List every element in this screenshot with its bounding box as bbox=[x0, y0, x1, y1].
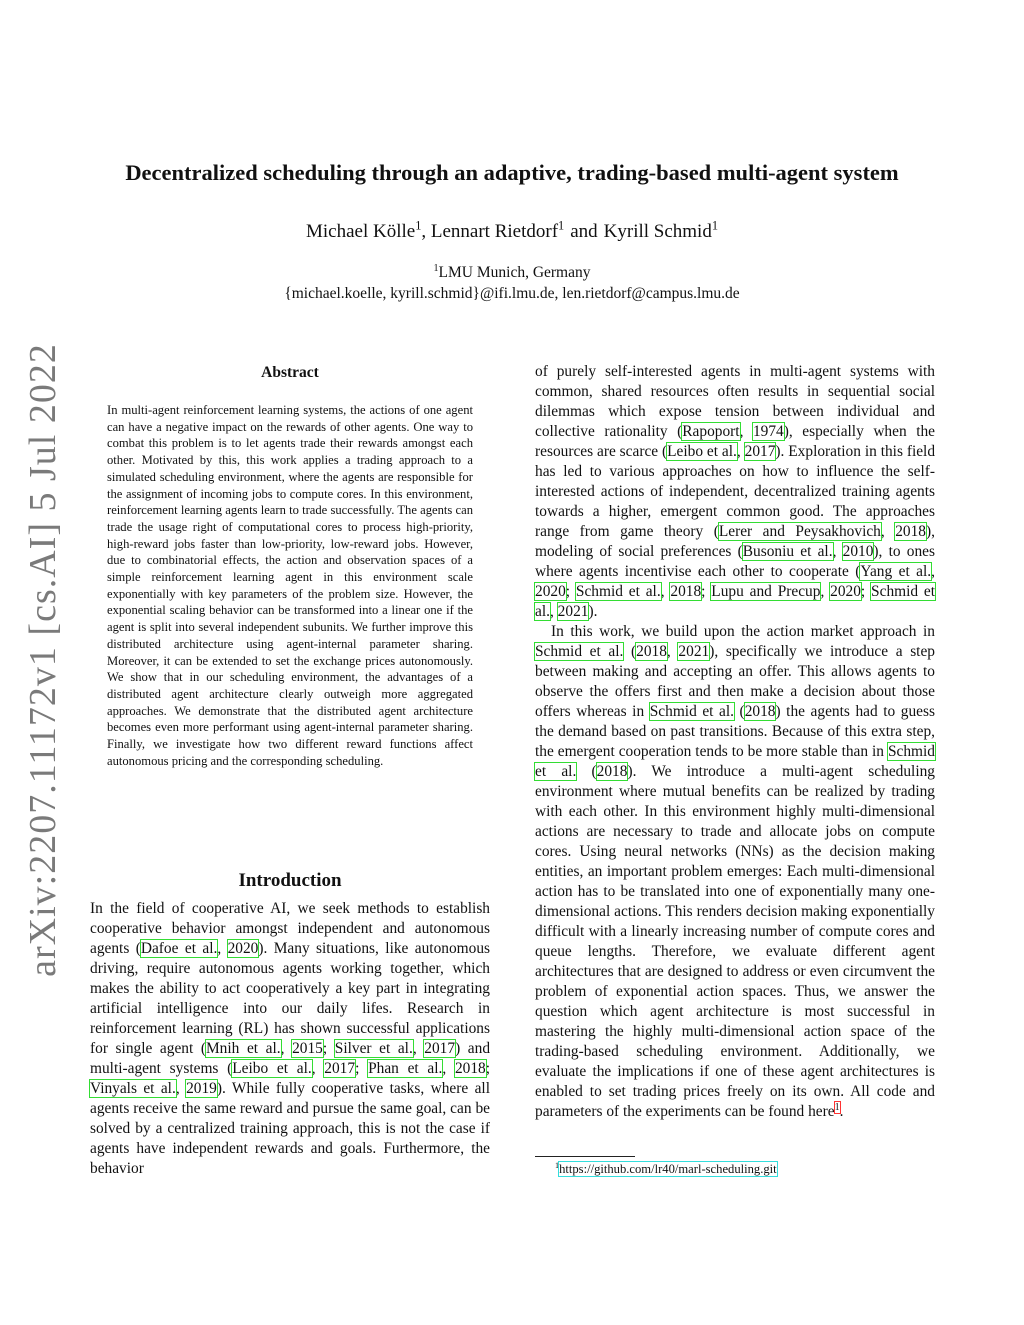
citation-link[interactable]: 2020 bbox=[227, 940, 259, 957]
citation-link[interactable]: 2017 bbox=[324, 1060, 356, 1077]
text-run: ( bbox=[623, 643, 637, 660]
text-run: , bbox=[311, 1060, 325, 1077]
text-run: ), modeling of social preferences ( bbox=[535, 523, 935, 560]
citation-link[interactable]: Yang et al. bbox=[860, 563, 932, 580]
affil-mark: 1 bbox=[711, 218, 719, 233]
citation-link[interactable]: Silver et al. bbox=[334, 1040, 413, 1057]
text-run: ( bbox=[733, 703, 745, 720]
paragraph bbox=[535, 622, 935, 1122]
text-run: , bbox=[217, 940, 228, 957]
affil-mark: 1 bbox=[433, 262, 439, 274]
affil-mark: 1 bbox=[558, 218, 565, 233]
citation-link[interactable]: 2015 bbox=[292, 1040, 323, 1057]
footnote-url-link[interactable]: https://github.com/lr40/marl-scheduling.git bbox=[559, 1162, 777, 1176]
citation-link[interactable]: Vinyals et al. bbox=[90, 1080, 176, 1097]
text-run: ; bbox=[701, 583, 712, 600]
citation-link[interactable]: Leibo et al. bbox=[667, 443, 737, 460]
text-run: ). Many situations, like autonomous driving, require autonomous agents working together, which makes the ability to act cooperatively a key part in integrating artificial intelligence into our daily lifes. Research in reinforcement learning (RL) has shown successful applications for single agent ( bbox=[90, 940, 491, 1057]
arxiv-stamp: arXiv:2207.11172v1 [cs.AI] 5 Jul 2022 bbox=[22, 343, 64, 977]
text-run: ; bbox=[485, 1060, 491, 1077]
text-run: ). bbox=[588, 603, 598, 620]
introduction-body bbox=[90, 899, 490, 1179]
citation-link[interactable]: 2021 bbox=[557, 603, 589, 620]
footnote-mark: 1 bbox=[555, 1160, 560, 1170]
text-run: , bbox=[931, 563, 935, 580]
citation-link[interactable]: Schmid et al. bbox=[535, 743, 935, 780]
author-emails: {michael.koelle, kyrill.schmid}@ifi.lmu.de, len.rietdorf@campus.lmu.de bbox=[284, 285, 740, 302]
text-run: , bbox=[280, 1040, 293, 1057]
citation-link[interactable]: 2020 bbox=[535, 583, 566, 600]
author-and: and bbox=[570, 221, 598, 242]
abstract-body bbox=[107, 402, 473, 769]
authors bbox=[0, 218, 1024, 243]
text-run: ), specifically we introduce a step between making and accepting an offer. This allows agents to observe the offers first and then make a decision about those offers whereas in bbox=[535, 643, 935, 720]
citation-link[interactable]: 2021 bbox=[678, 643, 710, 660]
text-run: ; bbox=[355, 1060, 369, 1077]
citation-link[interactable]: Rapoport bbox=[682, 423, 740, 440]
abstract-text: In multi-agent reinforcement learning systems, the actions of one agent can have a negative impact on the rewards of other agents. One way to combat this problem is to let agents trade their rewards amongst each other. Motivated by this, this work applies a trading approach to a simulated scheduling environment, where the agents are responsible for the assignment of incoming jobs to compute cores. In this environment, reinforcement learning agents learn to trade successfully. The agents can trade the usage right of computational cores to process high-priority, high-reward jobs faster than low-priority, low-reward jobs. However, due to combinatorial effects, the action and observation spaces of a simple reinforcement learning agent in this environment scale exponentially with key parameters of the problem size. However, the exponential scaling behavior can be transformed into a linear one if the agent is split into several independent subunits. We further improve this distributed architecture using agent-internal parameter sharing. Moreover, it can be extended to set the exchange prices autonomously. We show that in our scheduling environment, the advantages of a distributed agent architecture clearly outweigh more aggregated approaches. We demonstrate that the distributed agent architecture becomes even more performant using agent-internal parameter sharing. Finally, we investigate how two different reward functions affect autonomous pricing and the corresponding scheduling. bbox=[107, 403, 473, 768]
text-run: ), especially when the resources are scarce ( bbox=[535, 423, 935, 460]
text-run: ). We introduce a multi-agent scheduling environment where mutual benefits can be realized by trading with each other. In this environment highly multi-dimensional actions are necessary to trade and allocate jobs on compute cores. Using neural networks (NNs) as the decision making entities, an important problem emerges: Each multi-dimensional action has to be translated into one of exponentially many one-dimensional actions. This renders decision making exponentially difficult with a linearly increasing number of compute cores and queue lengths. Therefore, we evaluate different agent architectures that are designed to address or even circumvent the problem of exponential action spaces. Thus, we answer the question which agent architecture is most successful in mastering the highly multi-dimensional action space of the trading-based scheduling environment. Additionally, we evaluate the implications if one of these agent architectures is enabled to set trading prices freely on its own. All code and parameters of the experiments can be found here bbox=[535, 763, 935, 1120]
citation-link[interactable]: Schmid et al. bbox=[535, 583, 936, 620]
citation-link[interactable]: Leibo et al. bbox=[232, 1060, 312, 1077]
institution bbox=[0, 262, 1024, 283]
text-run: , bbox=[832, 543, 843, 560]
text-run: ) and multi-agent systems ( bbox=[90, 1040, 491, 1077]
text-run: In this work, we build upon the action market approach in bbox=[551, 623, 935, 640]
citation-link[interactable]: 2019 bbox=[186, 1080, 217, 1097]
citation-link[interactable]: 2018 bbox=[596, 763, 628, 780]
citation-link[interactable]: Schmid et al. bbox=[649, 703, 734, 720]
text-run: , bbox=[442, 1060, 455, 1077]
citation-link[interactable]: 2018 bbox=[454, 1060, 486, 1077]
citation-link[interactable]: Busoniu et al. bbox=[742, 543, 833, 560]
citation-link[interactable]: 2020 bbox=[830, 583, 861, 600]
citation-link[interactable]: 1974 bbox=[752, 423, 784, 440]
institution-name: LMU Munich, Germany bbox=[438, 264, 591, 281]
footnote-rule bbox=[535, 1156, 635, 1157]
citation-link[interactable]: Phan et al. bbox=[368, 1060, 443, 1077]
text-run: ). Exploration in this field has led to various approaches on how to influence the self-interested actions of independent, decentralized training agents towards a higher, emergent common good. The approaches range from game theory ( bbox=[535, 443, 936, 540]
text-run: . bbox=[839, 1103, 844, 1120]
text-run: ) the agents had to guess the demand based on past transitions. Because of this extra step, the emergent cooperation tends to be more stable than in bbox=[535, 703, 935, 760]
right-column bbox=[535, 362, 935, 1122]
text-run: , bbox=[412, 1040, 425, 1057]
citation-link[interactable]: Mnih et al. bbox=[205, 1040, 281, 1057]
text-run: , bbox=[666, 643, 679, 660]
citation-link[interactable]: 2017 bbox=[744, 443, 776, 460]
footnote bbox=[555, 1161, 777, 1177]
introduction-heading: Introduction bbox=[238, 870, 342, 891]
citation-link[interactable]: 2018 bbox=[636, 643, 667, 660]
citation-link[interactable]: Lupu and Precup bbox=[711, 583, 821, 600]
author-sep: , bbox=[421, 221, 427, 242]
text-run: ; bbox=[322, 1040, 335, 1057]
text-run: , bbox=[175, 1080, 187, 1097]
text-run: , bbox=[660, 583, 671, 600]
text-run: , bbox=[549, 603, 558, 620]
text-run: ). While fully cooperative tasks, where all agents receive the same reward and pursue the same goal, can be solved by a centralized training approach, this is not the case if agents have independent rewards and goals. Furthermore, the behavior bbox=[90, 1080, 490, 1177]
author-name: Kyrill Schmid bbox=[603, 221, 712, 242]
text-run: ; bbox=[860, 583, 872, 600]
text-run: , bbox=[736, 443, 745, 460]
citation-link[interactable]: Schmid et al. bbox=[535, 643, 624, 660]
text-run: , bbox=[880, 523, 896, 540]
citation-link[interactable]: Dafoe et al. bbox=[140, 940, 218, 957]
text-run: , bbox=[739, 423, 753, 440]
text-run: ), to ones where agents incentivise each other to cooperate ( bbox=[535, 543, 935, 580]
text-run: In the field of cooperative AI, we seek methods to establish cooperative behavior amongst independent and autonomous agents ( bbox=[90, 900, 490, 957]
paper-title: Decentralized scheduling through an adaptive, trading-based multi-agent system bbox=[125, 160, 899, 185]
text-run: ; bbox=[565, 583, 576, 600]
paragraph-continued bbox=[535, 362, 935, 622]
citation-link[interactable]: 2017 bbox=[424, 1040, 456, 1057]
text-run: , bbox=[820, 583, 831, 600]
citation-link[interactable]: Lerer and Peysakhovich bbox=[718, 523, 881, 540]
citation-link[interactable]: 2018 bbox=[670, 583, 702, 600]
author-name: Michael Kölle bbox=[305, 221, 416, 242]
citation-link[interactable]: 2018 bbox=[895, 523, 926, 540]
intro-paragraph bbox=[90, 899, 490, 1179]
text-run: of purely self-interested agents in multi-agent systems with common, shared resources often results in sequential social dilemmas which expose tension between individual and collective rationality ( bbox=[535, 363, 935, 440]
citation-link[interactable]: Schmid et al. bbox=[575, 583, 661, 600]
citation-link[interactable]: 2010 bbox=[842, 543, 874, 560]
author-name: Lennart Rietdorf bbox=[430, 221, 559, 242]
affiliation bbox=[0, 262, 1024, 304]
abstract-heading: Abstract bbox=[261, 364, 319, 381]
affil-mark: 1 bbox=[415, 218, 422, 233]
text-run: ( bbox=[576, 763, 597, 780]
footnote-link[interactable]: 1 bbox=[834, 1101, 840, 1113]
citation-link[interactable]: 2018 bbox=[744, 703, 776, 720]
